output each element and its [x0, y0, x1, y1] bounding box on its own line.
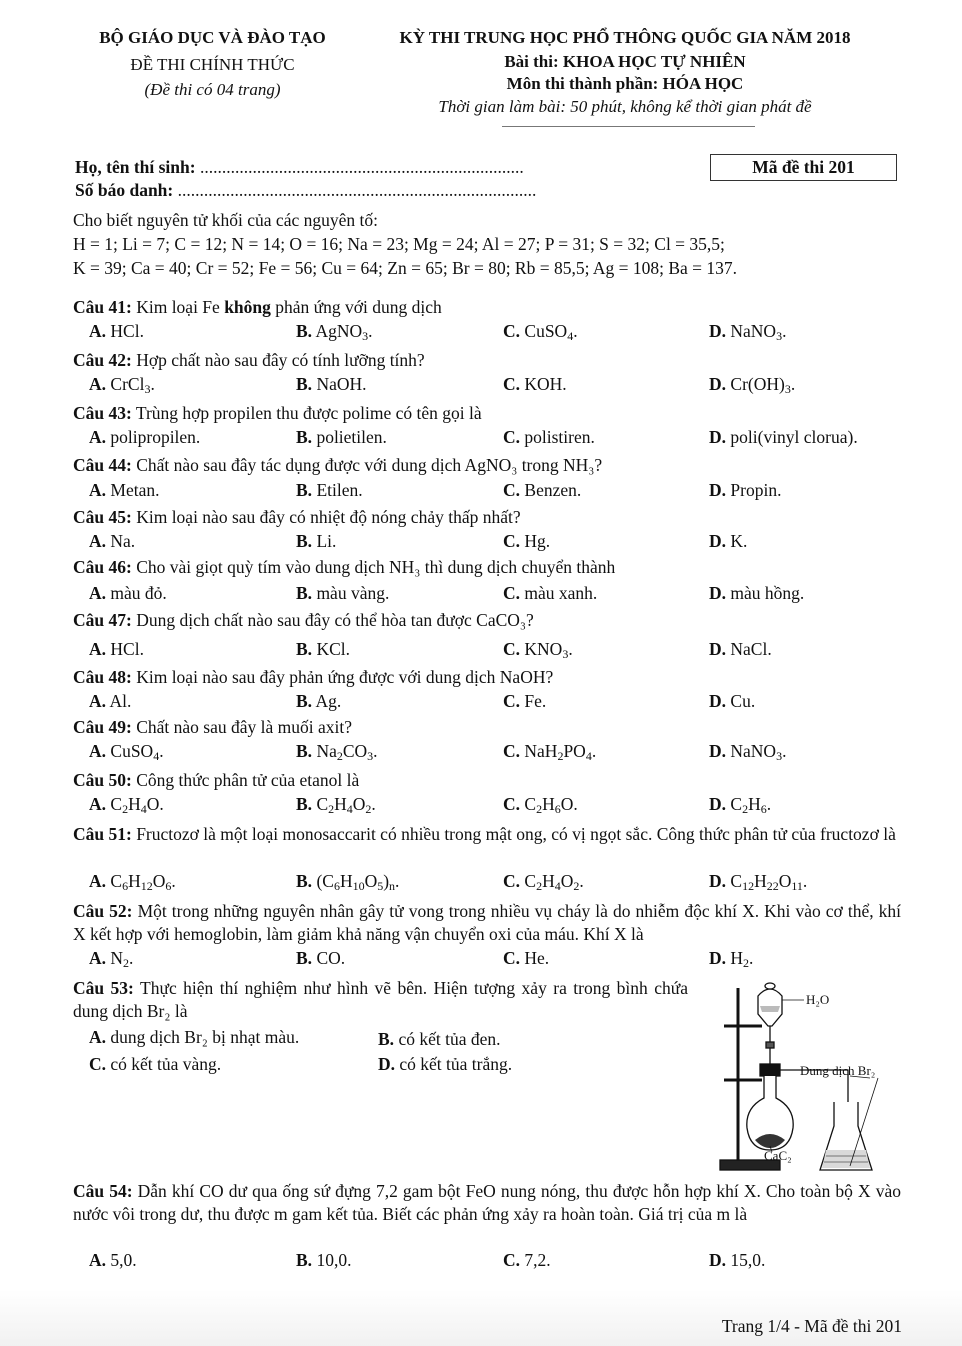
q51-option-d[interactable]: D. $C_{12}H_{22}O_{11}$. [709, 871, 808, 893]
question-48 [73, 667, 553, 688]
question-label: Câu 52: [73, 901, 133, 921]
option-text: màu hồng. [730, 583, 805, 603]
stopper [760, 1064, 780, 1076]
option-text: K. [730, 531, 748, 551]
page-footer: Trang 1/4 - Mã đề thi 201 [721, 1316, 902, 1336]
candidate-name-dots: .......................................................................... [199, 157, 524, 177]
header-divider [502, 126, 755, 127]
option-text: HCl. [110, 639, 144, 659]
candidate-id-dots: .................................................................................. [177, 180, 537, 200]
option-text: Etilen. [316, 480, 363, 500]
option-letter: B. [296, 531, 313, 551]
atomic-line-2: K = 39; Ca = 40; Cr = 52; Fe = 56; Cu = 64; Zn = 65; Br = 80; Rb = 85,5; Ag = 108; Ba = 137. [73, 258, 738, 278]
official-label: ĐỀ THI CHÍNH THỨC [130, 55, 295, 74]
q41-option-d[interactable]: D. NaNO$_3$. [709, 321, 787, 343]
q48-option-d[interactable] [709, 691, 755, 712]
question-label: Câu 47: [73, 610, 132, 630]
atomic-line-1: H = 1; Li = 7; C = 12; N = 14; O = 16; Na = 23; Mg = 24; Al = 27; P = 31; S = 32; Cl = 35,5; [73, 234, 725, 254]
option-letter: B. [296, 691, 313, 711]
option-text: màu đỏ. [110, 583, 167, 603]
q54-option-d[interactable] [709, 1250, 765, 1271]
q51-option-c[interactable]: C. $C_2H_4O_2$. [503, 871, 584, 893]
option-letter: C. [503, 741, 521, 761]
water-label: H₂O [806, 992, 830, 1007]
option-letter: B. [378, 1029, 395, 1049]
option-letter: B. [296, 321, 313, 341]
question-text: Kim loại nào sau đây có nhiệt độ nóng chảy thấp nhất? [136, 507, 521, 527]
q50-option-d[interactable]: D. $C_2H_6$. [709, 794, 772, 816]
q48-option-c[interactable] [503, 691, 546, 712]
option-text: He. [524, 948, 550, 968]
question-label: Câu 43: [73, 403, 132, 423]
option-letter: D. [709, 583, 727, 603]
option-letter: B. [296, 374, 313, 394]
q41-option-b[interactable]: B. AgNO$_3$. [296, 321, 373, 343]
q48-option-a[interactable] [89, 691, 131, 712]
q51-option-b[interactable]: B. $(C_6H_{10}O_5)_n$. [296, 871, 400, 893]
option-text: Metan. [110, 480, 160, 500]
option-letter: C. [503, 639, 521, 659]
option-text: poli(vinyl clorua). [730, 427, 858, 447]
candidate-name-label: Họ, tên thí sinh: [75, 157, 196, 177]
question-label: Câu 41: [73, 297, 132, 317]
option-letter: B. [296, 741, 313, 761]
candidate-id-label: Số báo danh: [75, 180, 174, 200]
option-letter: C. [503, 321, 521, 341]
option-letter: C. [503, 948, 521, 968]
question-49 [73, 717, 352, 738]
candidate-name-row [75, 157, 524, 178]
q49-option-b[interactable]: B. $Na_2CO_3$. [296, 741, 378, 763]
question-label: Câu 44: [73, 455, 132, 475]
q53-option-b[interactable] [378, 1029, 500, 1050]
question-text: Kim loại Fe [136, 297, 220, 317]
q47-option-b[interactable] [296, 639, 350, 660]
question-text: Chất nào sau đây là muối axit? [136, 717, 352, 737]
question-45 [73, 507, 521, 528]
question-label: Câu 51: [73, 824, 132, 844]
question-text: Trùng hợp propilen thu được polime có tên gọi là [135, 403, 482, 423]
q45-option-b[interactable] [296, 531, 336, 552]
option-letter: D. [709, 321, 727, 341]
q50-option-c[interactable]: C. $C_2H_6O$. [503, 794, 578, 816]
option-letter: D. [378, 1054, 396, 1074]
q50-option-a[interactable]: A. $C_2H_4O$. [89, 794, 164, 816]
option-letter: C. [503, 691, 521, 711]
option-letter: D. [709, 480, 727, 500]
option-letter: D. [709, 639, 727, 659]
q50-option-b[interactable]: B. $C_2H_4O_2$. [296, 794, 376, 816]
option-text: 10,0. [316, 1250, 352, 1270]
option-text: 7,2. [524, 1250, 551, 1270]
question-label: Câu 48: [73, 667, 132, 687]
question-51 [73, 823, 901, 846]
option-text: polipropilen. [110, 427, 201, 447]
option-letter: C. [503, 871, 521, 891]
atomic-intro: Cho biết nguyên tử khối của các nguyên tố: [73, 210, 378, 230]
option-text: màu xanh. [524, 583, 598, 603]
question-text: Một trong những nguyên nhân gây tử vong trong nhiều vụ cháy là do nhiễm độc khí X. Khi vào cơ thể, khí X kết hợp với hemoglobin, làm giảm khả năng vận chuyển oxi của máu. Khí X là [73, 901, 902, 944]
option-text: có kết tủa trắng. [399, 1054, 513, 1074]
q42-option-c[interactable]: C. KOH. [503, 374, 567, 394]
q49-option-c[interactable]: C. $NaH_2PO_4$. [503, 741, 597, 763]
option-letter: A. [89, 871, 107, 891]
q52-option-b[interactable]: B. CO. [296, 948, 346, 968]
q43-option-a[interactable] [89, 427, 200, 448]
q53-option-c[interactable] [89, 1054, 221, 1075]
question-label: Câu 42: [73, 350, 132, 370]
q43-option-b[interactable] [296, 427, 387, 448]
question-emphasis: không [224, 297, 271, 317]
question-47 [73, 610, 534, 631]
question-text: Hợp chất nào sau đây có tính lưỡng tính? [136, 350, 425, 370]
option-letter: A. [89, 480, 107, 500]
question-text: Fructozơ là một loại monosaccarit có nhiều trong mật ong, có vị ngọt sắc. Công thức phân tử của fructozơ là [136, 824, 896, 844]
option-letter: C. [503, 583, 521, 603]
option-letter: C. [503, 794, 521, 814]
option-letter: A. [89, 374, 107, 394]
option-letter: B. [296, 639, 313, 659]
q49-option-d[interactable]: D. NaNO$_3$. [709, 741, 787, 763]
q52-option-d[interactable]: D. $H_2$. [709, 948, 754, 970]
option-letter: C. [503, 480, 521, 500]
bromine-solution-label: Dung dịch Br₂ [800, 1063, 876, 1078]
question-label: Câu 53: [73, 978, 134, 998]
q52-option-c[interactable] [503, 948, 549, 969]
q42-option-a[interactable]: A. CrCl$_3$. [89, 374, 155, 396]
option-text: KCl. [316, 639, 350, 659]
option-letter: C. [503, 1250, 521, 1270]
subject: Môn thi thành phần: HÓA HỌC [506, 74, 744, 93]
option-text: Ag. [315, 691, 342, 711]
option-text: Propin. [730, 480, 782, 500]
question-46 [73, 557, 615, 578]
time-note: Thời gian làm bài: 50 phút, không kể thời gian phát đề [438, 97, 812, 116]
option-text: Li. [316, 531, 337, 551]
question-label: Câu 54: [73, 1181, 133, 1201]
option-text: polistiren. [524, 427, 595, 447]
exam-code-box: Mã đề thi 201 [710, 154, 897, 181]
q51-option-a[interactable]: A. $C_6H_{12}O_6$. [89, 871, 176, 893]
q42-option-b[interactable]: B. NaOH. [296, 374, 367, 394]
option-text: có kết tủa đen. [398, 1029, 501, 1049]
calcium-carbide-label: CaC₂ [764, 1148, 792, 1163]
question-label: Câu 49: [73, 717, 132, 737]
q53-option-a[interactable] [89, 1027, 299, 1048]
option-letter: A. [89, 1027, 107, 1047]
question-text: Thực hiện thí nghiệm như hình vẽ bên. Hiện tượng xảy ra trong bình chứa dung dịch Br₂ là [73, 978, 688, 1021]
question-41 [73, 297, 442, 318]
option-letter: C. [89, 1054, 107, 1074]
option-letter: A. [89, 639, 107, 659]
option-letter: A. [89, 741, 107, 761]
q48-option-b[interactable] [296, 691, 341, 712]
q41-option-c[interactable]: C. CuSO$_4$. [503, 321, 578, 343]
exam-title: KỲ THI TRUNG HỌC PHỔ THÔNG QUỐC GIA NĂM 2018 [399, 28, 851, 47]
question-text: Cho vài giọt quỳ tím vào dung dịch NH₃ thì dung dịch chuyển thành [136, 557, 616, 577]
q53-option-d[interactable] [378, 1054, 512, 1075]
q52-option-a[interactable]: A. $N_2$. [89, 948, 134, 970]
option-letter: A. [89, 948, 107, 968]
option-letter: B. [296, 583, 313, 603]
q54-option-b[interactable] [296, 1250, 351, 1271]
option-letter: B. [296, 480, 313, 500]
option-letter: D. [709, 531, 727, 551]
option-letter: B. [296, 948, 313, 968]
q45-option-d[interactable] [709, 531, 747, 552]
q45-option-c[interactable] [503, 531, 550, 552]
question-42 [73, 350, 425, 371]
option-text: Benzen. [524, 480, 582, 500]
option-letter: A. [89, 427, 107, 447]
option-text: dung dịch Br₂ bị nhạt màu. [110, 1027, 300, 1047]
question-label: Câu 50: [73, 770, 132, 790]
option-letter: D. [709, 374, 727, 394]
question-text: Công thức phân tử của etanol là [136, 770, 360, 790]
q46-option-c[interactable] [503, 583, 597, 604]
option-letter: B. [296, 794, 313, 814]
question-label: Câu 45: [73, 507, 132, 527]
option-letter: C. [503, 531, 521, 551]
option-letter: D. [709, 1250, 727, 1270]
question-label: Câu 46: [73, 557, 132, 577]
option-letter: A. [89, 794, 107, 814]
q44-option-b[interactable] [296, 480, 363, 501]
question-text: Kim loại nào sau đây phản ứng được với dung dịch NaOH? [136, 667, 554, 687]
q46-option-b[interactable] [296, 583, 389, 604]
option-text: màu vàng. [316, 583, 390, 603]
option-text: Hg. [524, 531, 551, 551]
option-text: Na. [110, 531, 136, 551]
option-letter: B. [296, 1250, 313, 1270]
q47-option-c[interactable]: C. $KNO_3$. [503, 639, 573, 661]
option-text: Fe. [524, 691, 547, 711]
option-letter: B. [296, 871, 313, 891]
question-54 [73, 1180, 901, 1226]
option-text: NaCl. [730, 639, 772, 659]
option-letter: B. [296, 427, 313, 447]
q44-option-a[interactable] [89, 480, 159, 501]
option-text: polietilen. [316, 427, 387, 447]
option-letter: A. [89, 531, 107, 551]
question-44 [73, 455, 602, 476]
q42-option-d[interactable]: D. $Cr(OH)_3$. [709, 374, 796, 396]
q46-option-d[interactable] [709, 583, 804, 604]
option-letter: D. [709, 427, 727, 447]
q44-option-d[interactable] [709, 480, 781, 501]
question-text: Chất nào sau đây tác dụng được với dung dịch AgNO₃ trong NH₃? [136, 455, 603, 475]
q46-option-a[interactable] [89, 583, 167, 604]
option-letter: C. [503, 374, 521, 394]
question-50 [73, 770, 359, 791]
q45-option-a[interactable] [89, 531, 135, 552]
option-letter: A. [89, 321, 107, 341]
option-text: có kết tủa vàng. [110, 1054, 222, 1074]
question-text: phản ứng với dung dịch [275, 297, 442, 317]
pages-note: (Đề thi có 04 trang) [144, 80, 281, 99]
question-52 [73, 900, 901, 946]
option-letter: C. [503, 427, 521, 447]
option-letter: D. [709, 871, 727, 891]
candidate-id-row [75, 180, 536, 201]
option-letter: A. [89, 583, 107, 603]
option-letter: D. [709, 691, 727, 711]
q44-option-c[interactable] [503, 480, 581, 501]
q54-option-c[interactable] [503, 1250, 551, 1271]
option-text: 15,0. [730, 1250, 766, 1270]
q49-option-a[interactable]: A. CuSO$_4$. [89, 741, 164, 763]
question-43 [73, 403, 482, 424]
option-letter: A. [89, 691, 107, 711]
option-letter: D. [709, 741, 727, 761]
test-name: Bài thi: KHOA HỌC TỰ NHIÊN [504, 52, 746, 71]
q47-option-d[interactable] [709, 639, 772, 660]
option-letter: D. [709, 794, 727, 814]
question-53 [73, 977, 688, 1023]
option-text: Cu. [730, 691, 756, 711]
ministry-name: BỘ GIÁO DỤC VÀ ĐÀO TẠO [99, 28, 326, 47]
q54-option-a[interactable] [89, 1250, 137, 1271]
option-text: 5,0. [110, 1250, 137, 1270]
question-text: Dung dịch chất nào sau đây có thể hòa tan được CaCO₃? [136, 610, 534, 630]
q43-option-c[interactable] [503, 427, 595, 448]
question-text: Dẫn khí CO dư qua ống sứ đựng 7,2 gam bột FeO nung nóng, thu được hỗn hợp khí X. Cho toàn bộ X vào nước vôi trong dư, thu được m gam kết tủa. Biết các phản ứng xảy ra hoàn toàn. Giá trị của m là [73, 1181, 901, 1224]
option-letter: D. [709, 948, 727, 968]
q47-option-a[interactable] [89, 639, 144, 660]
q41-option-a[interactable]: A. HCl. [89, 321, 144, 341]
q43-option-d[interactable] [709, 427, 858, 448]
option-letter: A. [89, 1250, 107, 1270]
option-text: Al. [109, 691, 132, 711]
